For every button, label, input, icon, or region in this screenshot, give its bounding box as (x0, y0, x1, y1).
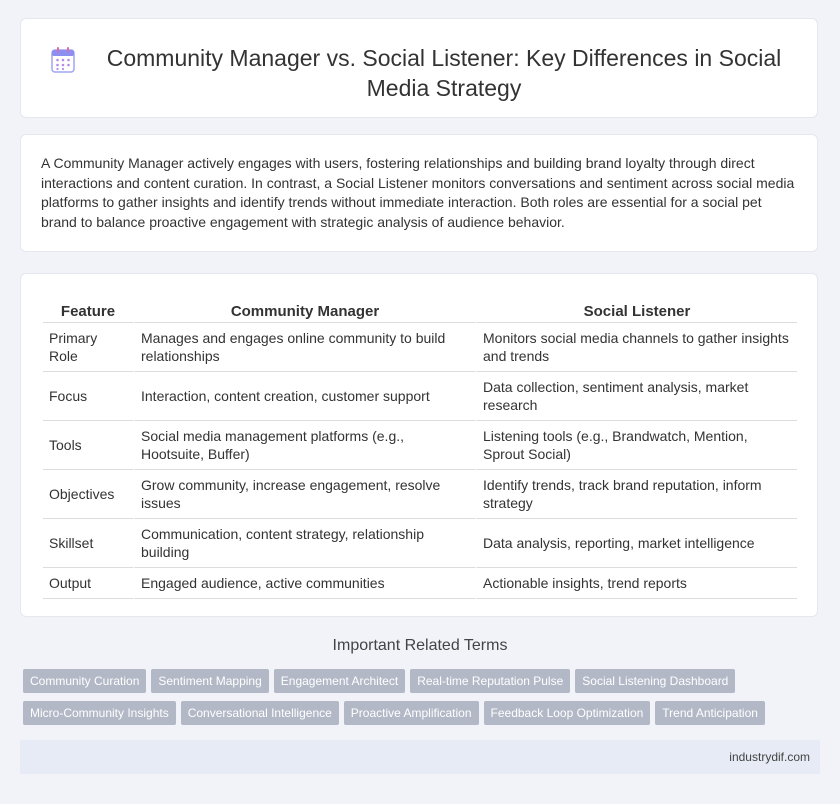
footer-source[interactable]: industrydif.com (729, 750, 810, 764)
community-manager-cell: Social media management platforms (e.g., Hootsuite, Buffer) (133, 421, 475, 470)
comparison-table (43, 296, 797, 599)
term-tag[interactable]: Community Curation (23, 669, 146, 693)
term-tag[interactable]: Social Listening Dashboard (575, 669, 735, 693)
related-terms-row-1 (23, 669, 740, 693)
term-tag[interactable]: Micro-Community Insights (23, 701, 176, 725)
column-header-community-manager: Community Manager (133, 296, 475, 323)
social-listener-cell: Actionable insights, trend reports (475, 568, 797, 599)
term-tag[interactable]: Proactive Amplification (344, 701, 479, 725)
related-terms-heading: Important Related Terms (332, 637, 508, 654)
term-tag[interactable]: Engagement Architect (274, 669, 405, 693)
table-row (43, 372, 797, 421)
feature-cell: Objectives (43, 470, 133, 519)
community-manager-cell: Manages and engages online community to build relationships (133, 323, 475, 372)
column-header-social-listener: Social Listener (475, 296, 797, 323)
social-listener-cell: Listening tools (e.g., Brandwatch, Mention, Sprout Social) (475, 421, 797, 470)
table-row (43, 568, 797, 599)
term-tag[interactable]: Feedback Loop Optimization (484, 701, 651, 725)
page-title: Community Manager vs. Social Listener: Key Differences in Social Media Strategy (106, 45, 782, 101)
feature-cell: Skillset (43, 519, 133, 568)
footer (20, 740, 820, 774)
term-tag[interactable]: Conversational Intelligence (181, 701, 339, 725)
calendar-icon (51, 47, 75, 73)
community-manager-cell: Interaction, content creation, customer support (133, 372, 475, 421)
term-tag[interactable]: Real-time Reputation Pulse (410, 669, 570, 693)
table-row (43, 470, 797, 519)
table-row (43, 421, 797, 470)
feature-cell: Output (43, 568, 133, 599)
comparison-card (20, 273, 818, 617)
feature-cell: Primary Role (43, 323, 133, 372)
term-tag[interactable]: Trend Anticipation (655, 701, 765, 725)
community-manager-cell: Communication, content strategy, relationship building (133, 519, 475, 568)
column-header-feature: Feature (43, 296, 133, 323)
community-manager-cell: Engaged audience, active communities (133, 568, 475, 599)
related-terms-row-2 (23, 701, 770, 725)
social-listener-cell: Identify trends, track brand reputation, inform strategy (475, 470, 797, 519)
social-listener-cell: Monitors social media channels to gather insights and trends (475, 323, 797, 372)
table-header-row (43, 296, 797, 323)
table-row (43, 519, 797, 568)
social-listener-cell: Data collection, sentiment analysis, market research (475, 372, 797, 421)
intro-paragraph: A Community Manager actively engages with users, fostering relationships and building brand loyalty through direct interactions and content curation. In contrast, a Social Listener monitors conversations and sentiment across social media platforms to gather insights and identify trends without immediate interaction. Both roles are essential for a social pet brand to balance proactive engagement with strategic analysis of audience behavior. (41, 155, 795, 230)
feature-cell: Focus (43, 372, 133, 421)
social-listener-cell: Data analysis, reporting, market intelligence (475, 519, 797, 568)
feature-cell: Tools (43, 421, 133, 470)
table-row (43, 323, 797, 372)
term-tag[interactable]: Sentiment Mapping (151, 669, 268, 693)
community-manager-cell: Grow community, increase engagement, resolve issues (133, 470, 475, 519)
intro-card (20, 134, 818, 252)
header-card (20, 18, 818, 118)
